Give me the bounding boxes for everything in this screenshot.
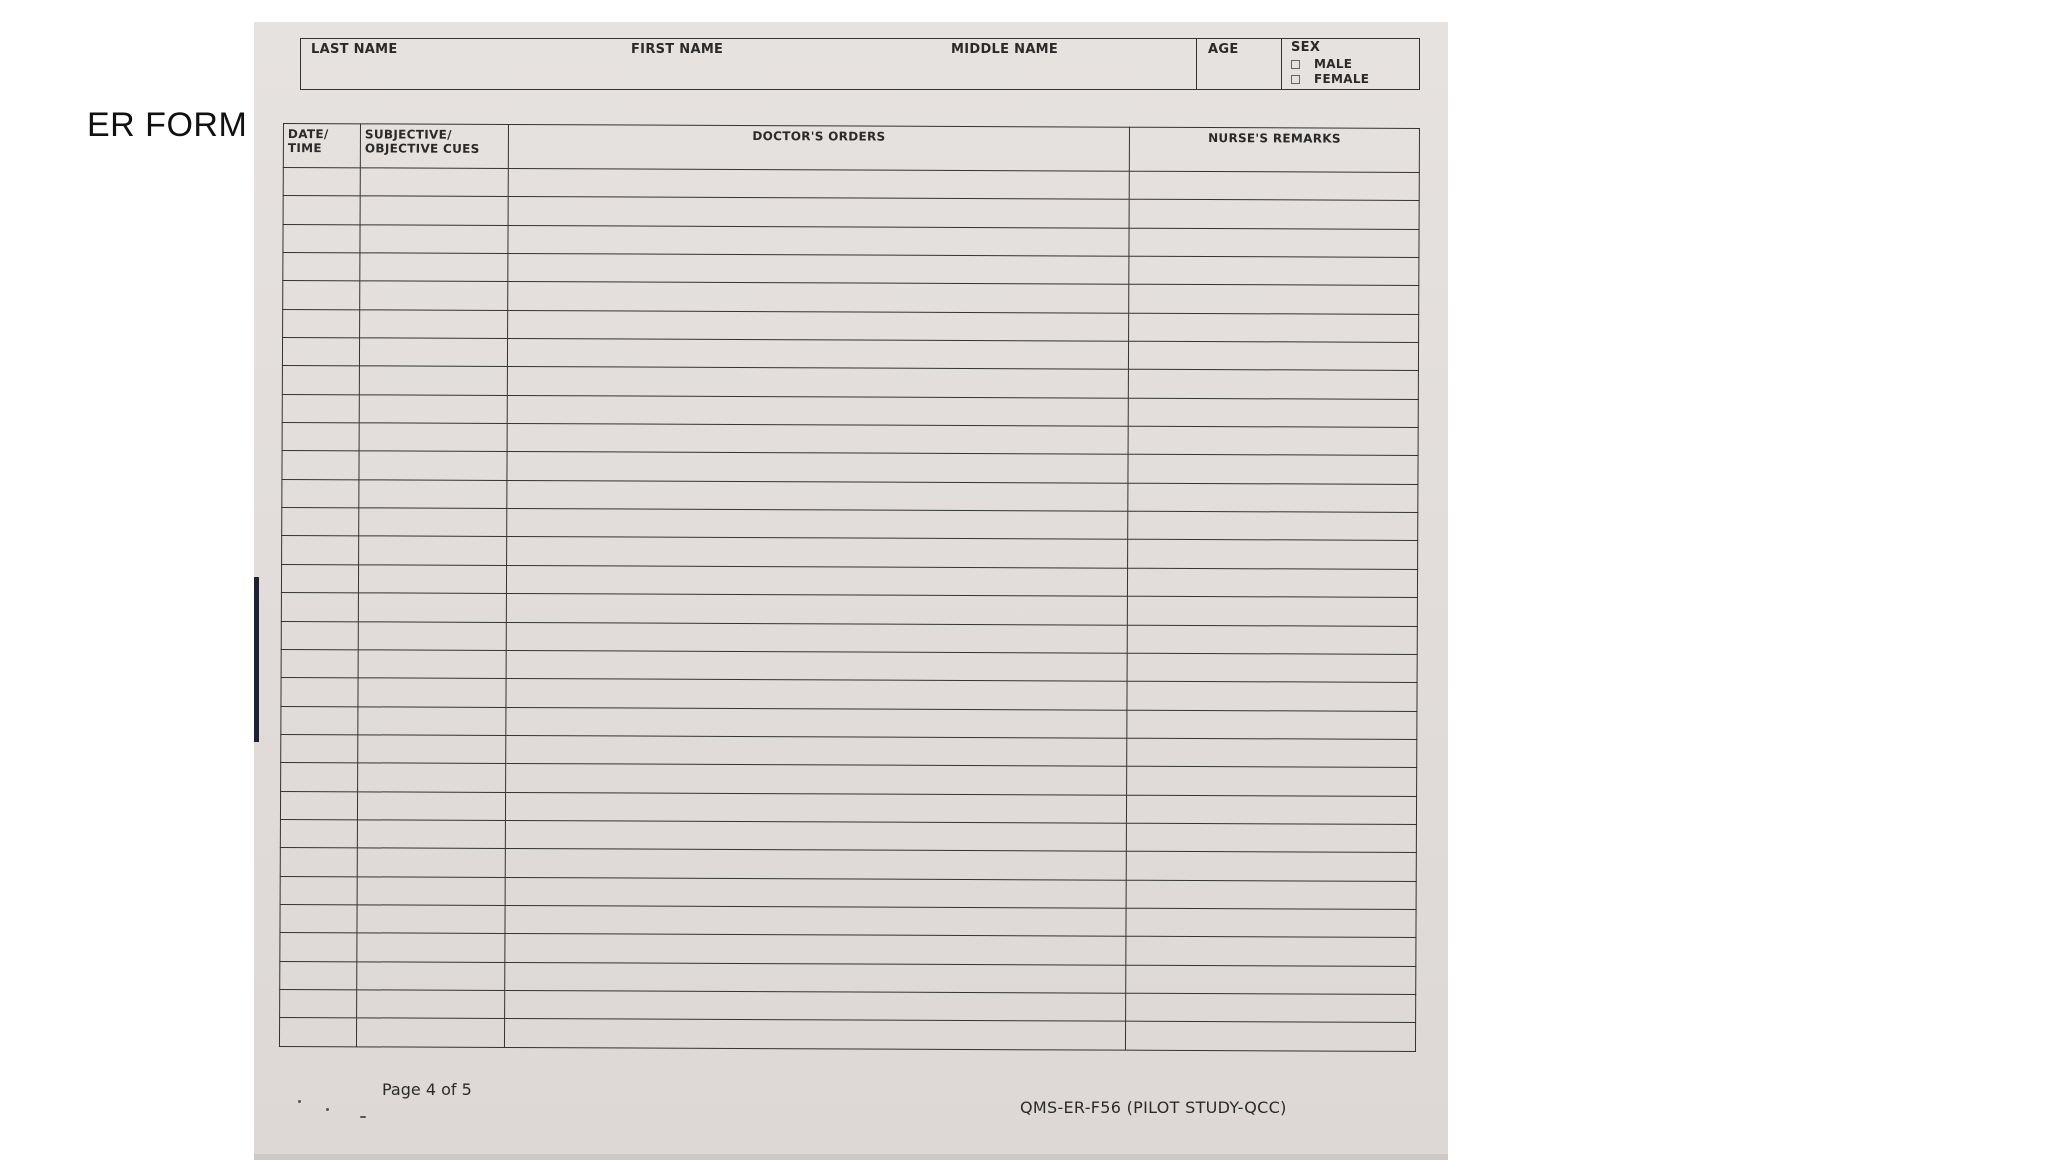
table-cell[interactable]: [357, 990, 505, 1019]
table-cell[interactable]: [360, 196, 508, 225]
first-name-label: FIRST NAME: [631, 42, 724, 57]
table-cell[interactable]: [1126, 936, 1416, 966]
table-cell[interactable]: [357, 961, 505, 990]
sex-option-label: MALE: [1314, 57, 1353, 71]
table-cell[interactable]: [280, 848, 357, 877]
table-cell[interactable]: [1128, 483, 1418, 513]
table-cell[interactable]: [506, 764, 1127, 795]
table-cell[interactable]: [508, 254, 1129, 285]
column-header-doctors-orders: DOCTOR'S ORDERS: [508, 124, 1129, 171]
table-cell[interactable]: [1128, 398, 1418, 428]
paper-speck: [326, 1108, 329, 1111]
table-cell[interactable]: [508, 282, 1129, 313]
middle-name-field[interactable]: [941, 39, 1196, 89]
table-cell[interactable]: [359, 338, 507, 367]
photo-edge-shadow: [254, 577, 259, 742]
first-name-field[interactable]: [621, 39, 941, 89]
table-cell[interactable]: [507, 509, 1128, 540]
table-cell[interactable]: [1128, 455, 1418, 485]
table-cell[interactable]: [282, 338, 359, 367]
table-cell[interactable]: [507, 480, 1128, 511]
table-cell[interactable]: [505, 934, 1126, 965]
table-cell[interactable]: [1127, 596, 1417, 626]
table-cell[interactable]: [280, 791, 357, 820]
age-label: AGE: [1208, 42, 1239, 57]
table-cell[interactable]: [280, 989, 357, 1018]
table-cell[interactable]: [1126, 851, 1416, 881]
table-cell[interactable]: [357, 848, 505, 877]
table-cell[interactable]: [281, 678, 358, 707]
last-name-field[interactable]: [301, 39, 621, 89]
table-cell[interactable]: [279, 1018, 356, 1047]
patient-info-header: [300, 38, 1420, 90]
table-cell[interactable]: [358, 678, 506, 707]
table-cell[interactable]: [506, 622, 1127, 653]
table-cell[interactable]: [504, 1019, 1125, 1050]
table-cell[interactable]: [359, 451, 507, 480]
table-cell[interactable]: [505, 990, 1126, 1021]
table-cell[interactable]: [1129, 228, 1419, 258]
table-cell[interactable]: [282, 508, 359, 537]
table-cell[interactable]: [281, 734, 358, 763]
table-cell[interactable]: [505, 820, 1126, 851]
table-cell[interactable]: [1129, 256, 1419, 286]
sex-option-female[interactable]: [1291, 72, 1369, 86]
table-cell[interactable]: [1126, 908, 1416, 938]
table-cell[interactable]: [359, 480, 507, 509]
table-cell[interactable]: [506, 679, 1127, 710]
table-cell[interactable]: [358, 621, 506, 650]
table-cell[interactable]: [360, 253, 508, 282]
table-cell[interactable]: [280, 961, 357, 990]
form-photo: [254, 22, 1448, 1160]
table-cell[interactable]: [1129, 313, 1419, 343]
table-cell[interactable]: [1128, 511, 1418, 541]
table-cell[interactable]: [505, 962, 1126, 993]
table-cell[interactable]: [505, 849, 1126, 880]
sex-option-label: FEMALE: [1314, 72, 1370, 86]
sex-label: SEX: [1291, 40, 1321, 55]
table-cell[interactable]: [505, 905, 1126, 936]
table-cell[interactable]: [282, 366, 359, 395]
table-cell[interactable]: [359, 366, 507, 395]
table-cell[interactable]: [1126, 993, 1416, 1023]
table-cell[interactable]: [507, 537, 1128, 568]
table-cell[interactable]: [358, 593, 506, 622]
table-cell[interactable]: [357, 820, 505, 849]
table-cell[interactable]: [359, 536, 507, 565]
paper-speck: [360, 1116, 366, 1118]
table-cell[interactable]: [1126, 965, 1416, 995]
table-cell[interactable]: [282, 394, 359, 423]
table-cell[interactable]: [359, 423, 507, 452]
table-cell[interactable]: [281, 593, 358, 622]
table-cell[interactable]: [360, 281, 508, 310]
table-cell[interactable]: [281, 564, 358, 593]
table-cell[interactable]: [283, 196, 360, 225]
table-cell[interactable]: [1129, 200, 1419, 230]
form-code: QMS-ER-F56 (PILOT STUDY-QCC): [1020, 1098, 1287, 1117]
table-cell[interactable]: [1127, 766, 1417, 796]
table-cell[interactable]: [359, 508, 507, 537]
table-cell[interactable]: [507, 367, 1128, 398]
table-cell[interactable]: [507, 424, 1128, 455]
column-header-nurses-remarks: NURSE'S REMARKS: [1129, 127, 1419, 172]
table-cell[interactable]: [280, 904, 357, 933]
table-cell[interactable]: [1126, 823, 1416, 853]
table-cell[interactable]: [283, 253, 360, 282]
table-cell[interactable]: [359, 395, 507, 424]
table-cell[interactable]: [283, 224, 360, 253]
table-cell[interactable]: [1127, 568, 1417, 598]
checkbox-icon[interactable]: [1291, 75, 1300, 84]
table-cell[interactable]: [360, 168, 508, 197]
table-cell[interactable]: [507, 452, 1128, 483]
table-cell[interactable]: [1125, 1021, 1415, 1051]
page-number: Page 4 of 5: [382, 1080, 472, 1099]
table-cell[interactable]: [507, 339, 1128, 370]
table-cell[interactable]: [283, 281, 360, 310]
table-cell[interactable]: [283, 309, 360, 338]
table-cell[interactable]: [1128, 341, 1418, 371]
table-cell[interactable]: [507, 395, 1128, 426]
table-cell[interactable]: [506, 594, 1127, 625]
table-cell[interactable]: [506, 707, 1127, 738]
sex-field: [1281, 39, 1421, 89]
table-cell[interactable]: [280, 876, 357, 905]
last-name-label: LAST NAME: [311, 42, 398, 57]
slide-title: ER FORM: [87, 106, 248, 144]
table-cell[interactable]: [506, 650, 1127, 681]
er-orders-table: [279, 123, 1419, 1052]
table-cell[interactable]: [358, 763, 506, 792]
table-cell[interactable]: [508, 310, 1129, 341]
table-cell[interactable]: [360, 310, 508, 339]
sex-option-male[interactable]: [1291, 57, 1352, 71]
table-cell[interactable]: [508, 168, 1129, 199]
table-cell[interactable]: [280, 933, 357, 962]
table-cell[interactable]: [358, 706, 506, 735]
age-field[interactable]: [1196, 39, 1281, 89]
table-cell[interactable]: [505, 792, 1126, 823]
table-cell[interactable]: [508, 225, 1129, 256]
table-cell[interactable]: [1127, 738, 1417, 768]
table-cell[interactable]: [282, 423, 359, 452]
table-row: [279, 1018, 1415, 1052]
table-cell[interactable]: [505, 877, 1126, 908]
table-body: [279, 168, 1419, 1052]
table-cell[interactable]: [1127, 625, 1417, 655]
table-cell[interactable]: [282, 536, 359, 565]
table-cell[interactable]: [1128, 540, 1418, 570]
table-cell[interactable]: [280, 819, 357, 848]
table-cell[interactable]: [1126, 795, 1416, 825]
table-header-row: [283, 124, 1419, 173]
table-cell[interactable]: [282, 451, 359, 480]
table-cell[interactable]: [356, 1018, 504, 1047]
table-cell[interactable]: [358, 735, 506, 764]
table-cell[interactable]: [281, 706, 358, 735]
table-cell[interactable]: [358, 565, 506, 594]
orders-grid: [279, 123, 1420, 1052]
table-cell[interactable]: [283, 168, 360, 197]
column-header-cues: SUBJECTIVE/ OBJECTIVE CUES: [360, 124, 508, 169]
table-cell[interactable]: [357, 876, 505, 905]
table-cell[interactable]: [357, 905, 505, 934]
table-cell[interactable]: [360, 225, 508, 254]
table-cell[interactable]: [281, 649, 358, 678]
table-cell[interactable]: [1127, 653, 1417, 683]
table-cell[interactable]: [506, 565, 1127, 596]
table-cell[interactable]: [358, 650, 506, 679]
table-cell[interactable]: [281, 621, 358, 650]
table-cell[interactable]: [1129, 171, 1419, 201]
photo-bottom-edge: [254, 1154, 1448, 1160]
table-cell[interactable]: [281, 763, 358, 792]
table-cell[interactable]: [1127, 710, 1417, 740]
table-cell[interactable]: [282, 479, 359, 508]
table-cell[interactable]: [357, 933, 505, 962]
table-cell[interactable]: [1129, 285, 1419, 315]
table-cell[interactable]: [357, 791, 505, 820]
table-cell[interactable]: [1126, 880, 1416, 910]
table-cell[interactable]: [1128, 426, 1418, 456]
column-header-date-time: DATE/ TIME: [283, 124, 360, 168]
table-cell[interactable]: [1128, 370, 1418, 400]
table-cell[interactable]: [1127, 681, 1417, 711]
table-cell[interactable]: [506, 735, 1127, 766]
checkbox-icon[interactable]: [1291, 60, 1300, 69]
paper-speck: [298, 1100, 301, 1103]
middle-name-label: MIDDLE NAME: [951, 42, 1059, 57]
table-cell[interactable]: [508, 197, 1129, 228]
